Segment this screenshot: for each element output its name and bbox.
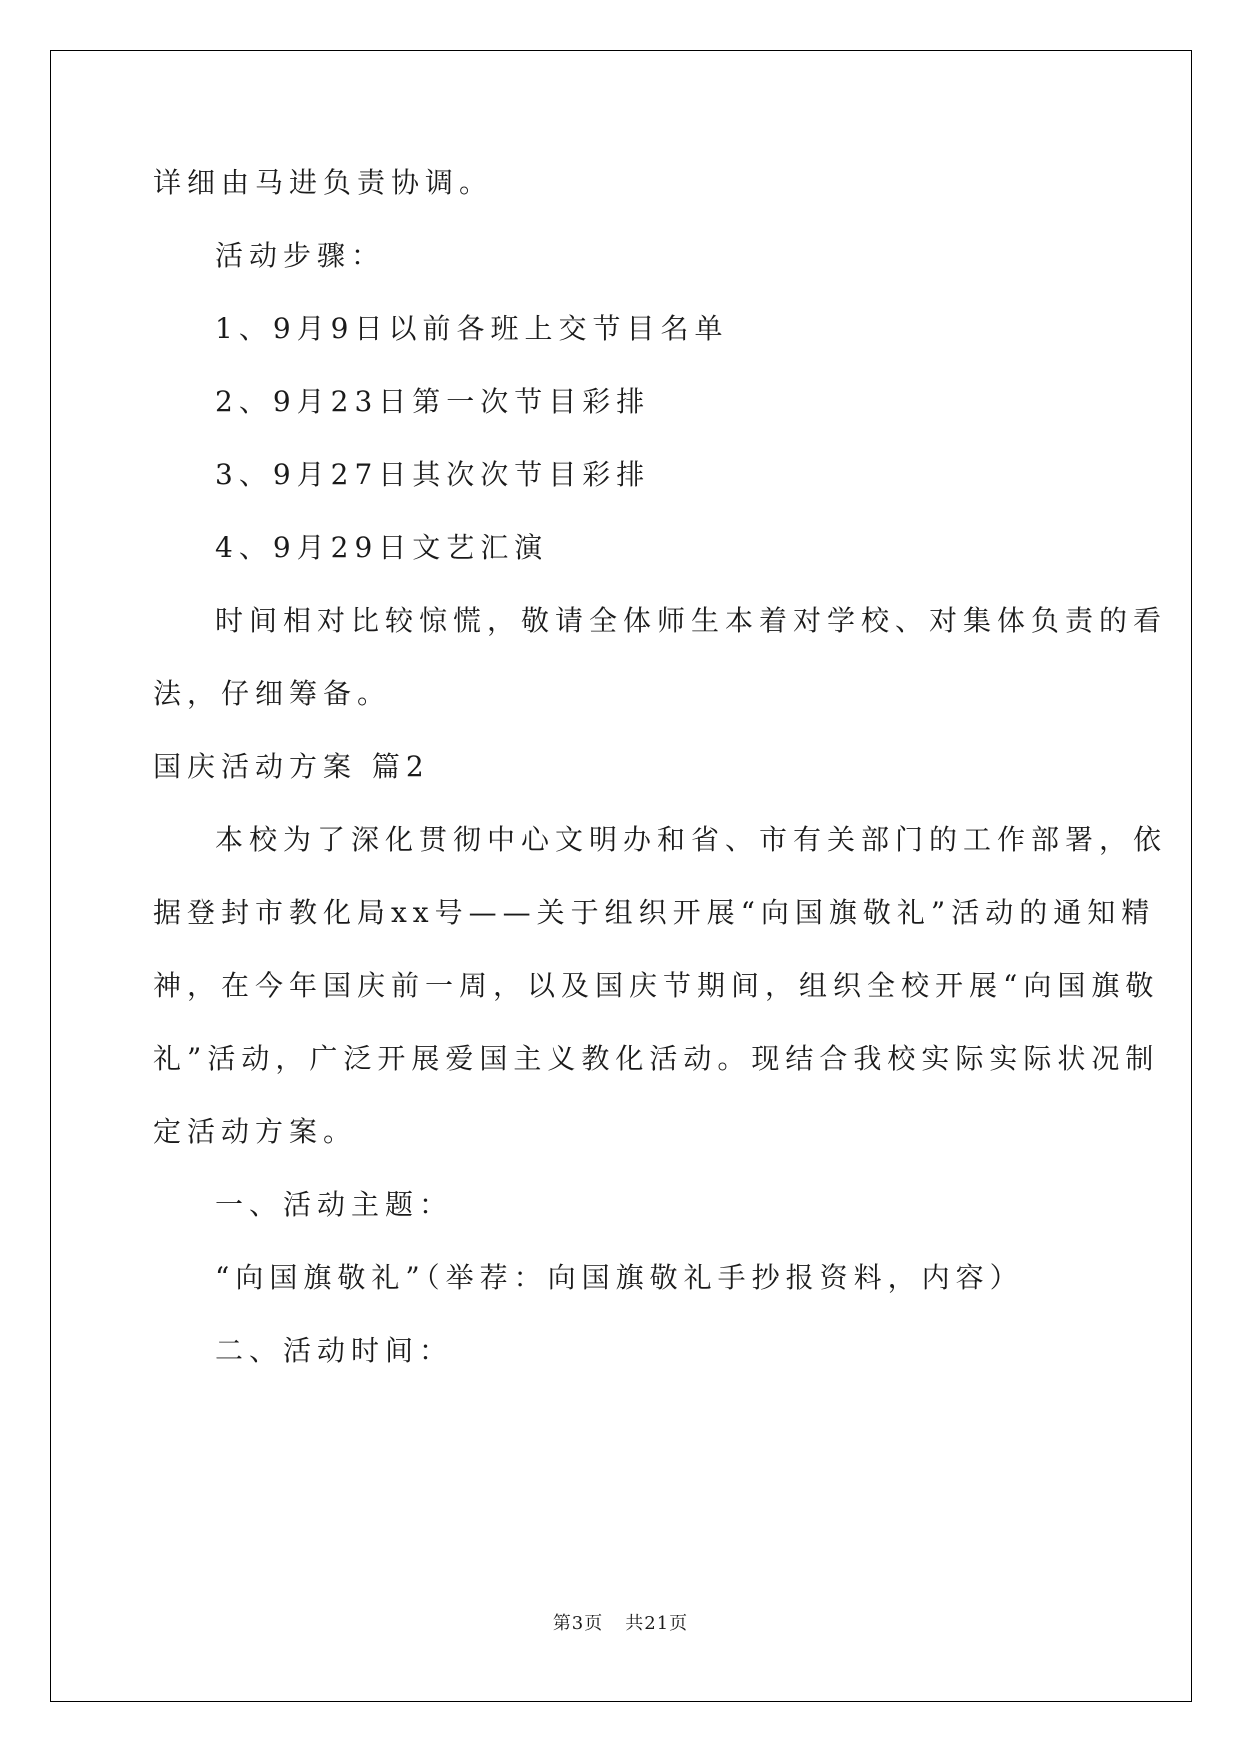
subheading: 二、活动时间： <box>215 1334 454 1367</box>
paragraph-line: 礼”活动，广泛开展爱国主义教化活动。现结合我校实际实际状况制 <box>153 1042 1160 1075</box>
paragraph-line: 据登封市教化局xx号——关于组织开展“向国旗敬礼”活动的通知精 <box>153 896 1156 929</box>
list-item: 4、9月29日文艺汇演 <box>215 531 549 564</box>
page-number: 第3页 <box>552 1613 604 1634</box>
paragraph-line: 时间相对比较惊慌，敬请全体师生本着对学校、对集体负责的看 <box>215 604 1168 637</box>
list-item: 1、9月9日以前各班上交节目名单 <box>215 312 729 345</box>
list-item: 2、9月23日第一次节目彩排 <box>215 385 651 418</box>
subheading: 一、活动主题： <box>215 1188 454 1221</box>
paragraph-line: 详细由马进负责协调。 <box>153 166 494 199</box>
page-border <box>50 50 1192 1702</box>
paragraph-line: 定活动方案。 <box>153 1115 358 1148</box>
paragraph-line: 活动步骤： <box>215 239 386 272</box>
paragraph-line: 神，在今年国庆前一周，以及国庆节期间，组织全校开展“向国旗敬 <box>153 969 1160 1002</box>
paragraph-line: “向国旗敬礼”（举荐：向国旗敬礼手抄报资料，内容） <box>215 1261 1024 1294</box>
list-item: 3、9月27日其次次节目彩排 <box>215 458 651 491</box>
paragraph-line: 本校为了深化贯彻中心文明办和省、市有关部门的工作部署，依 <box>215 823 1168 856</box>
page-total: 共21页 <box>625 1613 689 1634</box>
page-footer <box>0 1612 1241 1636</box>
section-heading: 国庆活动方案 篇2 <box>153 750 430 783</box>
paragraph-line: 法，仔细筹备。 <box>153 677 392 710</box>
